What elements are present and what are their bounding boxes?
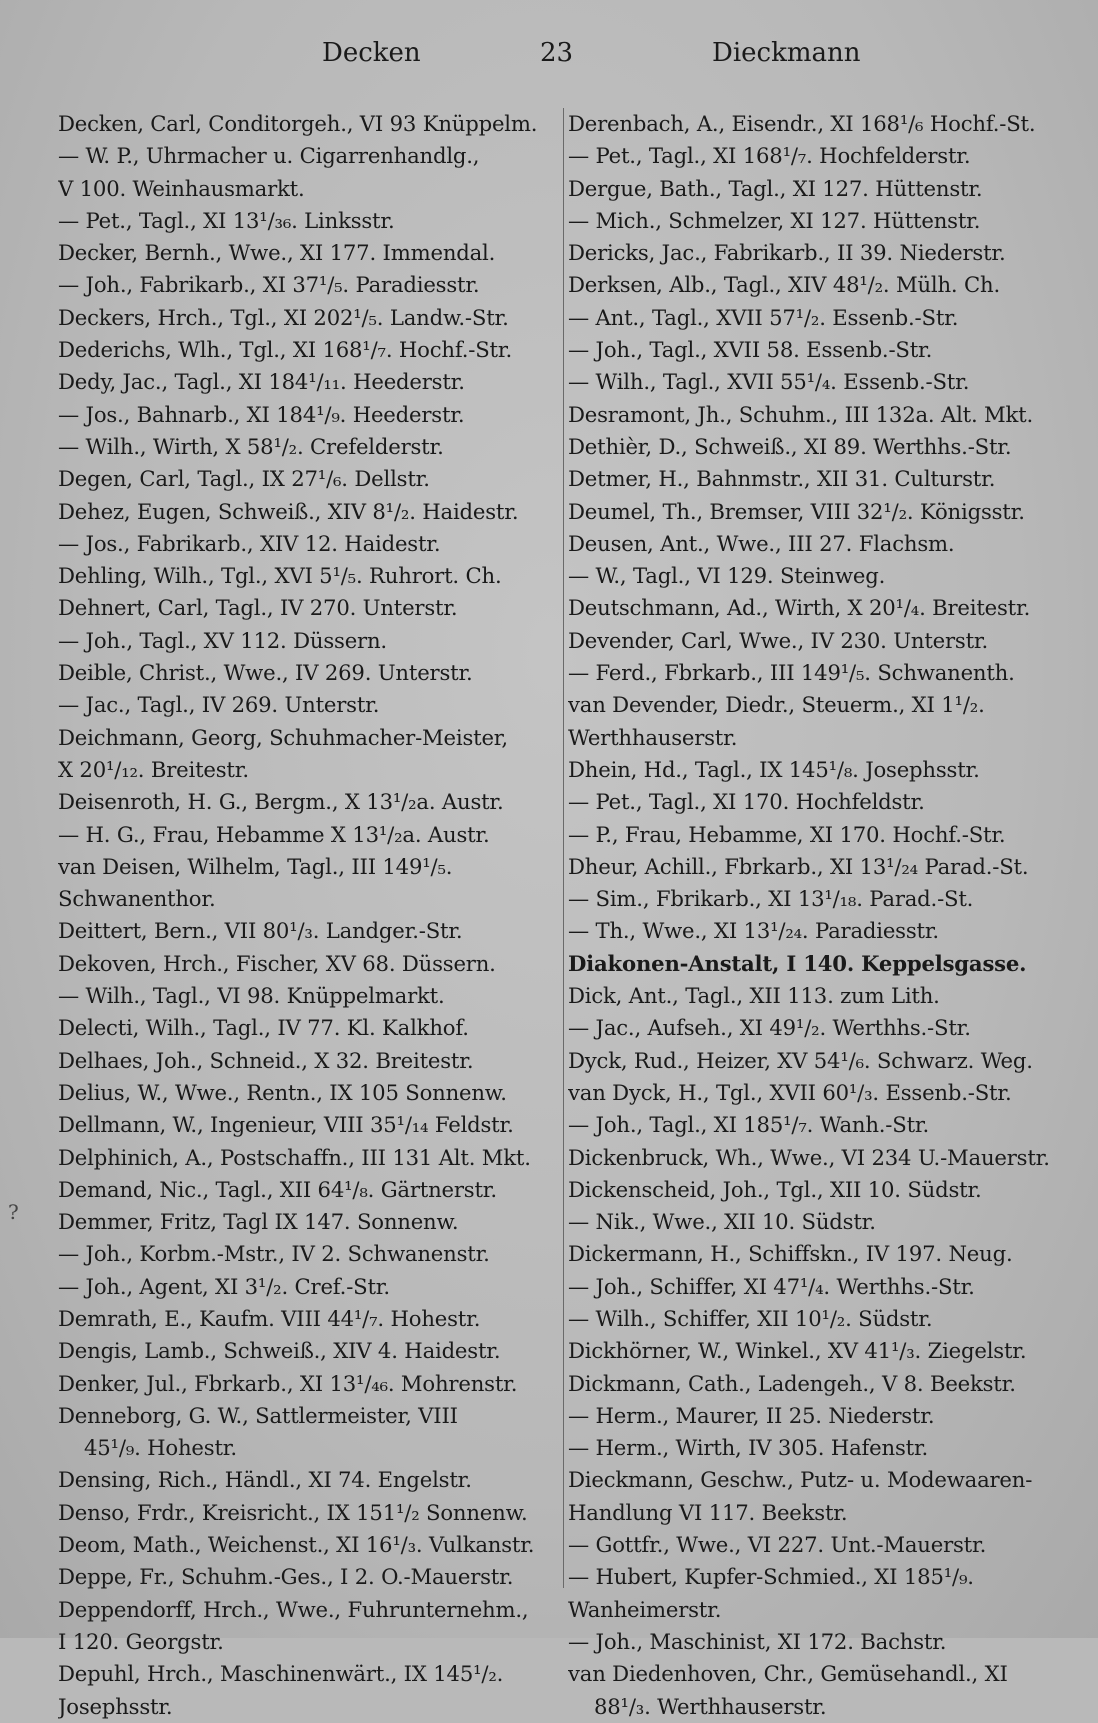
directory-entry-line: Devender, Carl, Wwe., IV 230. Unterstr. [568, 627, 989, 653]
directory-entry-line: Dellmann, W., Ingenieur, VIII 35¹/₁₄ Feldstr. [58, 1112, 514, 1138]
directory-entry-line: Demmer, Fritz, Tagl IX 147. Sonnenw. [58, 1209, 459, 1235]
directory-entry-line: — Th., Wwe., XI 13¹/₂₄. Paradiesstr. [568, 918, 939, 944]
directory-entry-line: Delhaes, Joh., Schneid., X 32. Breitestr. [58, 1047, 474, 1073]
directory-entry-line: — W., Tagl., VI 129. Steinweg. [568, 563, 886, 589]
directory-entry-line: — Joh., Tagl., XV 112. Düssern. [58, 627, 387, 653]
margin-mark: ? [8, 1200, 19, 1224]
directory-entry-line: — Wilh., Tagl., VI 98. Knüppelmarkt. [58, 983, 445, 1009]
directory-entry-line: — Joh., Schiffer, XI 47¹/₄. Werthhs.-Str. [568, 1273, 975, 1299]
directory-entry-line: — Jac., Tagl., IV 269. Unterstr. [58, 692, 380, 718]
directory-entry-line: — Pet., Tagl., XI 168¹/₇. Hochfelderstr. [568, 143, 971, 169]
directory-entry-line: Dehez, Eugen, Schweiß., XIV 8¹/₂. Haidestr. [58, 498, 519, 524]
directory-entry-line: Dethièr, D., Schweiß., XI 89. Werthhs.-Str. [568, 433, 1012, 459]
directory-entry-line: Denso, Frdr., Kreisricht., IX 151¹/₂ Sonnenw. [58, 1499, 528, 1525]
directory-entry-line: — Ferd., Fbrkarb., III 149¹/₅. Schwanenth. [568, 660, 1015, 686]
directory-entry-line: Delius, W., Wwe., Rentn., IX 105 Sonnenw. [58, 1079, 507, 1105]
directory-entry-line: — Herm., Maurer, II 25. Niederstr. [568, 1402, 935, 1428]
directory-entry-line: X 20¹/₁₂. Breitestr. [58, 756, 249, 782]
directory-entry-line: — Wilh., Tagl., XVII 55¹/₄. Essenb.-Str. [568, 369, 970, 395]
directory-entry-line: Dickenbruck, Wh., Wwe., VI 234 U.-Mauerstr. [568, 1144, 1050, 1170]
directory-entry-line: — Joh., Tagl., XI 185¹/₇. Wanh.-Str. [568, 1112, 930, 1138]
directory-entry-line: Degen, Carl, Tagl., IX 27¹/₆. Dellstr. [58, 466, 430, 492]
directory-entry-line: Derenbach, A., Eisendr., XI 168¹/₆ Hochf.-St. [568, 111, 1036, 136]
page-number: 23 [540, 38, 574, 68]
directory-entry-line: — Nik., Wwe., XII 10. Südstr. [568, 1209, 876, 1235]
directory-entry-line: Dergue, Bath., Tagl., XI 127. Hüttenstr. [568, 175, 983, 201]
header-first-entry: Decken [322, 38, 421, 68]
directory-entry-line: Depuhl, Hrch., Maschinenwärt., IX 145¹/₂. [58, 1661, 504, 1687]
directory-entry-line: Dhein, Hd., Tagl., IX 145¹/₈. Josephsstr. [568, 756, 980, 782]
directory-entry-line: Deom, Math., Weichenst., XI 16¹/₃. Vulkanstr. [58, 1532, 535, 1558]
directory-entry-line: Dickmann, Cath., Ladengeh., V 8. Beekstr. [568, 1370, 1016, 1396]
directory-entry-line: Dickenscheid, Joh., Tgl., XII 10. Südstr. [568, 1176, 982, 1202]
directory-entry-line: Decken, Carl, Conditorgeh., VI 93 Knüppelm. [58, 111, 538, 136]
directory-entry-line: Dehnert, Carl, Tagl., IV 270. Unterstr. [58, 595, 458, 621]
directory-entry-line: Werthhauserstr. [568, 724, 738, 750]
directory-entry-line: — Wilh., Schiffer, XII 10¹/₂. Südstr. [568, 1305, 933, 1331]
directory-entry-line: van Diedenhoven, Chr., Gemüsehandl., XI [568, 1661, 1008, 1687]
directory-entry-line: — Jos., Bahnarb., XI 184¹/₉. Heederstr. [58, 401, 465, 427]
directory-entry-line: Deittert, Bern., VII 80¹/₃. Landger.-Str. [58, 918, 463, 944]
directory-entry-line: Josephsstr. [58, 1693, 173, 1719]
directory-entry-line: V 100. Weinhausmarkt. [58, 175, 305, 201]
directory-entry-line: Dheur, Achill., Fbrkarb., XI 13¹/₂₄ Parad.-St. [568, 853, 1029, 879]
directory-entry-line: Delecti, Wilh., Tagl., IV 77. Kl. Kalkhof. [58, 1015, 469, 1041]
directory-entry-line: Handlung VI 117. Beekstr. [568, 1499, 848, 1525]
directory-entry-line: — Joh., Tagl., XVII 58. Essenb.-Str. [568, 337, 933, 363]
directory-entry-line: Densing, Rich., Händl., XI 74. Engelstr. [58, 1467, 472, 1493]
directory-entry-line: — Sim., Fbrikarb., XI 13¹/₁₈. Parad.-St. [568, 886, 974, 912]
directory-entry-line: — Joh., Agent, XI 3¹/₂. Cref.-Str. [58, 1273, 390, 1299]
directory-entry-line: Deichmann, Georg, Schuhmacher-Meister, [58, 724, 508, 750]
directory-entry-line: Deppendorff, Hrch., Wwe., Fuhrunternehm., [58, 1596, 529, 1622]
directory-entry-line: Dickhörner, W., Winkel., XV 41¹/₃. Ziegelstr. [568, 1338, 1027, 1364]
directory-entry-line: Demrath, E., Kaufm. VIII 44¹/₇. Hohestr. [58, 1305, 481, 1331]
directory-entry-line: van Deisen, Wilhelm, Tagl., III 149¹/₅. [58, 853, 453, 879]
directory-entry-line: — Joh., Fabrikarb., XI 37¹/₅. Paradiesstr. [58, 272, 480, 298]
directory-entry-line: — H. G., Frau, Hebamme X 13¹/₂a. Austr. [58, 821, 490, 847]
directory-entry-line: Denneborg, G. W., Sattlermeister, VIII [58, 1402, 458, 1428]
directory-entry-line: Diakonen-Anstalt, I 140. Keppelsgasse. [568, 950, 1027, 976]
directory-entry-line: Denker, Jul., Fbrkarb., XI 13¹/₄₆. Mohrenstr. [58, 1370, 518, 1396]
directory-entry-line: van Devender, Diedr., Steuerm., XI 1¹/₂. [568, 692, 985, 718]
directory-entry-line: — Jos., Fabrikarb., XIV 12. Haidestr. [58, 530, 441, 556]
directory-entry-line: — Ant., Tagl., XVII 57¹/₂. Essenb.-Str. [568, 304, 959, 330]
directory-entry-line: van Dyck, H., Tgl., XVII 60¹/₃. Essenb.-Str. [568, 1079, 1012, 1105]
column-divider [563, 108, 564, 1588]
directory-entry-line: Dickermann, H., Schiffskn., IV 197. Neug. [568, 1241, 1013, 1267]
directory-entry-line: Deumel, Th., Bremser, VIII 32¹/₂. Königsstr. [568, 498, 1025, 524]
directory-entry-line: Dedy, Jac., Tagl., XI 184¹/₁₁. Heederstr. [58, 369, 465, 395]
directory-entry-line: — Pet., Tagl., XI 170. Hochfeldstr. [568, 789, 925, 815]
right-column [568, 108, 1083, 1719]
directory-entry-line: Deutschmann, Ad., Wirth, X 20¹/₄. Breitestr. [568, 595, 1031, 621]
directory-entry-line: Derksen, Alb., Tagl., XIV 48¹/₂. Mülh. Ch. [568, 272, 1000, 298]
directory-entry-line: Detmer, H., Bahnmstr., XII 31. Culturstr. [568, 466, 996, 492]
left-column [58, 108, 560, 1719]
directory-entry-line: Deusen, Ant., Wwe., III 27. Flachsm. [568, 530, 955, 556]
directory-entry-line: — Joh., Korbm.-Mstr., IV 2. Schwanenstr. [58, 1241, 490, 1267]
directory-entry-line: — Mich., Schmelzer, XI 127. Hüttenstr. [568, 207, 981, 233]
directory-entry-line: Demand, Nic., Tagl., XII 64¹/₈. Gärtnerstr. [58, 1176, 497, 1202]
directory-entry-line: Dederichs, Wlh., Tgl., XI 168¹/₇. Hochf.-Str. [58, 337, 512, 363]
directory-entry-line: Deible, Christ., Wwe., IV 269. Unterstr. [58, 660, 473, 686]
directory-entry-line: Dyck, Rud., Heizer, XV 54¹/₆. Schwarz. Weg. [568, 1047, 1033, 1073]
directory-entry-line: Wanheimerstr. [568, 1596, 722, 1622]
directory-entry-line: I 120. Georgstr. [58, 1628, 224, 1654]
directory-entry-line: Dieckmann, Geschw., Putz- u. Modewaaren- [568, 1467, 1033, 1493]
directory-entry-line: Desramont, Jh., Schuhm., III 132a. Alt. Mkt. [568, 401, 1034, 427]
directory-entry-line: Dekoven, Hrch., Fischer, XV 68. Düssern. [58, 950, 496, 976]
directory-entry-line: Decker, Bernh., Wwe., XI 177. Immendal. [58, 240, 496, 266]
directory-entry-line: — Joh., Maschinist, XI 172. Bachstr. [568, 1628, 947, 1654]
directory-entry-line: 45¹/₉. Hohestr. [84, 1435, 237, 1461]
directory-entry-line: — P., Frau, Hebamme, XI 170. Hochf.-Str. [568, 821, 1006, 847]
running-head [0, 38, 1098, 78]
directory-entry-line: Dehling, Wilh., Tgl., XVI 5¹/₅. Ruhrort. Ch. [58, 563, 502, 589]
directory-entry-line: — Pet., Tagl., XI 13¹/₃₆. Linksstr. [58, 207, 395, 233]
header-last-entry: Dieckmann [712, 38, 861, 68]
directory-entry-line: Dericks, Jac., Fabrikarb., II 39. Niederstr. [568, 240, 1006, 266]
directory-entry-line: Dengis, Lamb., Schweiß., XIV 4. Haidestr. [58, 1338, 501, 1364]
directory-entry-line: — Hubert, Kupfer-Schmied., XI 185¹/₉. [568, 1564, 974, 1590]
directory-entry-line: Dick, Ant., Tagl., XII 113. zum Lith. [568, 983, 940, 1009]
directory-entry-line: Deppe, Fr., Schuhm.-Ges., I 2. O.-Mauerstr. [58, 1564, 514, 1590]
directory-entry-line: — Herm., Wirth, IV 305. Hafenstr. [568, 1435, 929, 1461]
directory-entry-line: Deckers, Hrch., Tgl., XI 202¹/₅. Landw.-Str. [58, 304, 509, 330]
directory-entry-line: — Wilh., Wirth, X 58¹/₂. Crefelderstr. [58, 433, 444, 459]
directory-entry-line: Schwanenthor. [58, 886, 216, 912]
directory-entry-line: — Gottfr., Wwe., VI 227. Unt.-Mauerstr. [568, 1532, 987, 1558]
directory-entry-line: 88¹/₃. Werthhauserstr. [594, 1693, 827, 1719]
directory-entry-line: Delphinich, A., Postschaffn., III 131 Alt. Mkt. [58, 1144, 531, 1170]
directory-entry-line: Deisenroth, H. G., Bergm., X 13¹/₂a. Austr. [58, 789, 504, 815]
directory-entry-line: — Jac., Aufseh., XI 49¹/₂. Werthhs.-Str. [568, 1015, 971, 1041]
directory-entry-line: — W. P., Uhrmacher u. Cigarrenhandlg., [58, 143, 480, 169]
